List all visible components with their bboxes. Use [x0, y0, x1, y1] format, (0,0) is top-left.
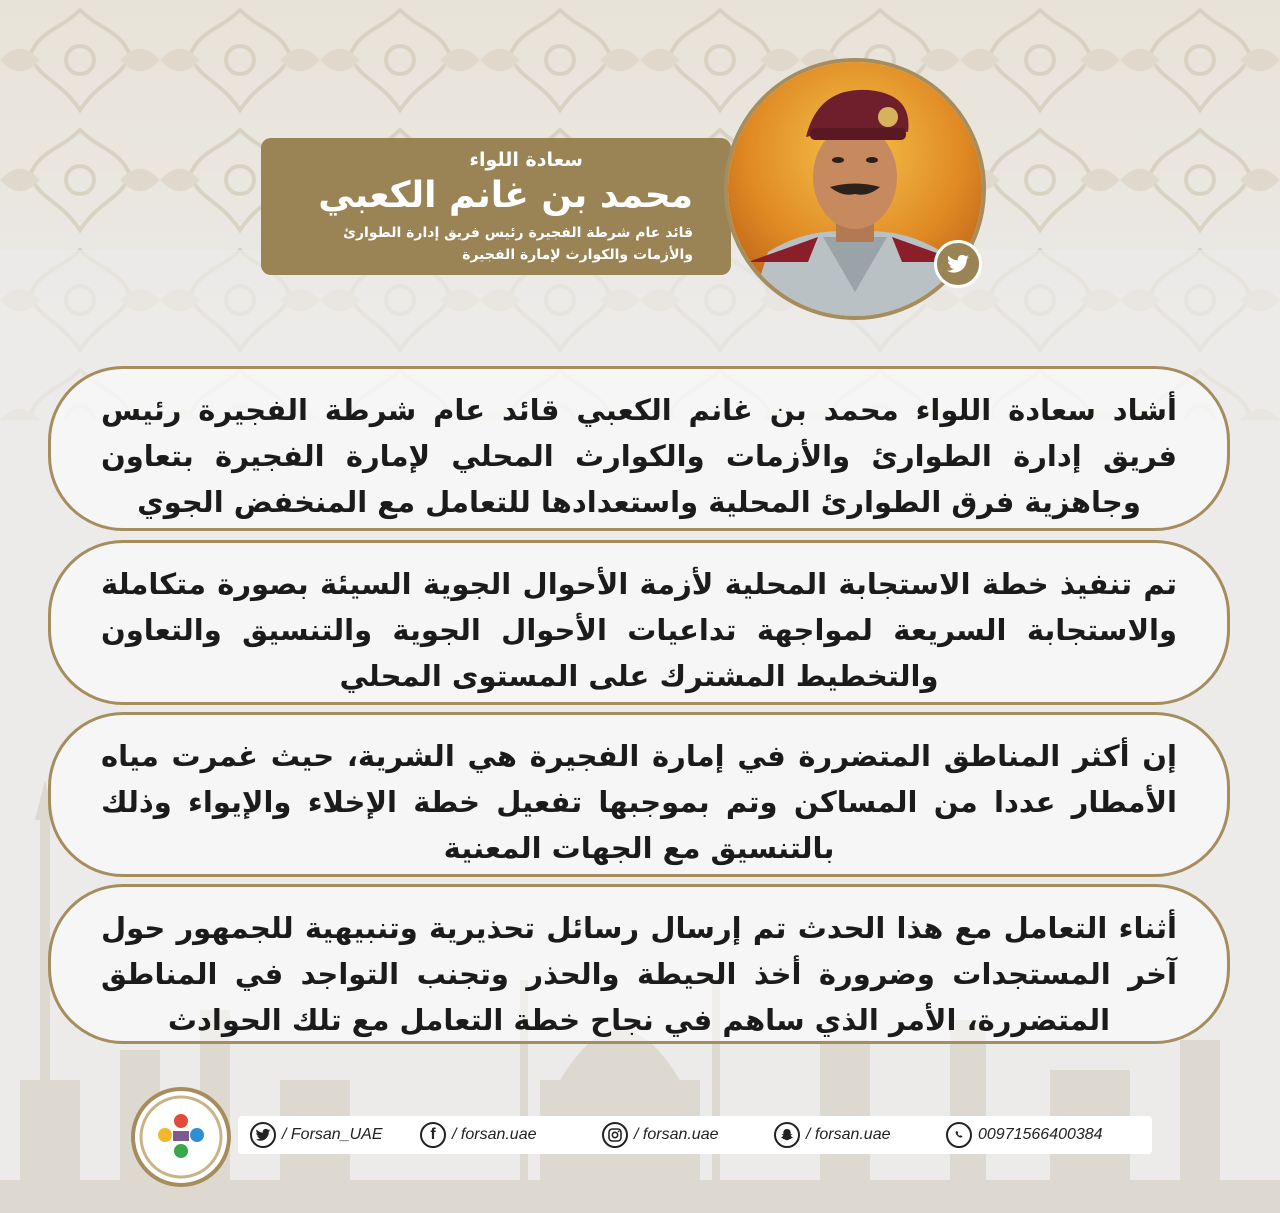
forsan-logo — [131, 1087, 231, 1187]
facebook-icon: f — [420, 1122, 446, 1148]
paragraph-box-2: تم تنفيذ خطة الاستجابة المحلية لأزمة الأحوال الجوية السيئة بصورة متكاملة والاستجابة السريعة لمواجهة تداعيات الأحوال الجوية والتنسيق والتعاون والتخطيط المشترك على المستوى المحلي — [48, 540, 1230, 705]
social-whatsapp-label: 00971566400384 — [978, 1126, 1103, 1143]
social-instagram[interactable] — [602, 1122, 719, 1148]
paragraph-box-1: أشاد سعادة اللواء محمد بن غانم الكعبي قائد عام شرطة الفجيرة رئيس فريق إدارة الطوارئ والأزمات والكوارث المحلي لإمارة الفجيرة بتعاون وجاهزية فرق الطوارئ المحلية واستعدادها للتعامل مع المنخفض الجوي — [48, 366, 1230, 531]
role-line-1: قائد عام شرطة الفجيرة رئيس فريق إدارة الطوارئ — [343, 225, 693, 241]
social-snapchat[interactable] — [774, 1122, 891, 1148]
social-twitter-label: / Forsan_UAE — [282, 1126, 383, 1143]
forsan-emblem-icon — [135, 1091, 227, 1183]
person-name: محمد بن غانم الكعبي — [318, 175, 693, 216]
social-facebook[interactable] — [420, 1122, 537, 1148]
snapchat-icon — [774, 1122, 800, 1148]
twitter-icon — [250, 1122, 276, 1148]
social-links-bar — [238, 1116, 1152, 1154]
social-facebook-label: / forsan.uae — [452, 1126, 537, 1143]
social-instagram-label: / forsan.uae — [634, 1126, 719, 1143]
rank-label: سعادة اللواء — [469, 149, 583, 171]
social-twitter[interactable] — [250, 1122, 382, 1148]
social-snapchat-label: / forsan.uae — [806, 1126, 891, 1143]
paragraph-box-4: أثناء التعامل مع هذا الحدث تم إرسال رسائل تحذيرية وتنبيهية للجمهور حول آخر المستجدات وضرورة أخذ الحيطة والحذر وتجنب التواجد في المناطق المتضررة، الأمر الذي ساهم في نجاح خطة التعامل مع تلك الحوادث — [48, 884, 1230, 1044]
whatsapp-icon — [946, 1122, 972, 1148]
paragraph-box-3: إن أكثر المناطق المتضررة في إمارة الفجيرة هي الشرية، حيث غمرت مياه الأمطار عددا من المساكن وتم بموجبها تفعيل خطة الإخلاء والإيواء وذلك بالتنسيق مع الجهات المعنية — [48, 712, 1230, 877]
role-line-2: والأزمات والكوارث لإمارة الفجيرة — [462, 247, 693, 263]
title-card — [261, 138, 731, 275]
twitter-icon — [946, 252, 970, 276]
instagram-icon — [602, 1122, 628, 1148]
twitter-badge[interactable] — [934, 240, 982, 288]
social-whatsapp[interactable] — [946, 1122, 1103, 1148]
